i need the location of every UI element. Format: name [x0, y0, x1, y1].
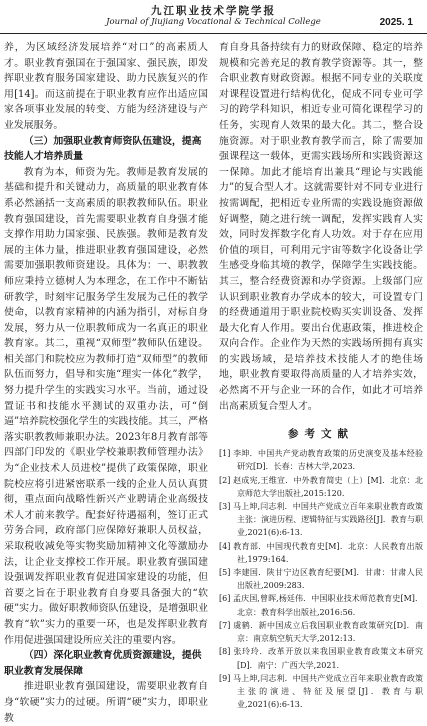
body-paragraph: 育自身具备持续有力的财政保障、稳定的培养规模和完善充足的教育教学资源等。其一，整合职业教育财政资源。根据不同专业的关联度对课程设置进行结构优化，促成不同专业可学习的跨学科知识，相近专业可简化课程学习的任务，实现育人效果的最大化。其二，整合设施资源。对于职业教育教学而言，除了需要加强课程这一载体，更需实践场所和实践资源这一保障。加此才能培育出兼具“理论与实践能力”的复合型人才。这就需要针对不同专业进行按需调配，把相近专业所需的实践设施资源做好调整，随之进行统一调配，发挥实践育人实效，同时发挥数字化育人功效。对于存在应用价值的项目，可利用元宇宙等数字化设备让学生感受身临其境的教学，保障学生实践技能。其三，整合经费资源和办学资源。上级部门应认识到职业教育办学成本的较大，可设置专门的经费通道用于职业院校购买实训设备、发挥最大化育人作用。要出台优惠政策，推进校企双向合作。企业作为天然的实践场所拥有真实的实践场域，是培养技术技能人才的绝佳场地，职业教育要取得高质量的人才培养实效，必然离不开与企业一环的合作，如此才可培养出高素质复合型人才。: [219, 42, 423, 412]
reference-item: [2] 赵成宪,王维宣．中外教育简史（上）[M]．北京：北京师范大学出版社,2015:120.: [219, 475, 423, 498]
references-title: 参考文献: [288, 428, 354, 441]
reference-item: [4] 教育部．中国现代教育史[M]．北京：人民教育出版社,1979:164.: [219, 541, 423, 564]
reference-item: [7] 虞鹤．新中国成立后我国职业教育政策研究[D]．南京：南京航空航天大学,2012:13.: [219, 620, 423, 644]
left-column: [4, 40, 208, 724]
journal-title-cn: 九江职业技术学院学报: [151, 5, 276, 17]
right-column: [219, 40, 423, 710]
reference-item: [5] 李建国．陕甘宁边区教育纪要[M]．甘肃：甘肃人民出版社,2009:283.: [219, 568, 423, 591]
body-paragraph: 养，为区域经济发展培养“对口”的高素质人才。职业教育强国在于强国家、强民族，即发挥职业教育服务国家建设、助力民族复兴的作用[14]。而这前提在于职业教育应作出适应国家各项事业发展的转变、方能为经济建设与产业发展服务。: [4, 42, 208, 131]
reference-item: [6] 孟庆国,曾晖,杨廷伟．中国职业技术师范教育史[M]．北京：教育科学出版社,2016:56.: [219, 594, 423, 617]
issue-number: 2025. 1: [379, 17, 413, 28]
reference-item: [1] 李坤．中国共产党动教育政策的历史演变及基本经验研究[D]．长春：吉林大学,2023.: [219, 449, 423, 472]
reference-item: [9] 马上坤,闫志利．中国共产党成立百年来职业教育政策主张的演进、特征及展望[J]．教育与职业,2021(6):6-13.: [219, 673, 423, 710]
journal-title-en: Journal of Jiujiang Vocational & Technical College: [106, 17, 321, 27]
section-heading: （三）加强职业教育师资队伍建设，提高技能人才培养质量: [4, 135, 202, 163]
body-paragraph: 推进职业教育强国建设，需要职业教育自身“软硬”实力的过硬。所谓“硬”实力，即职业教: [4, 681, 208, 724]
reference-item: [3] 马上坤,闫志利．中国共产党成立百年来职业教育政策主张：演进历程、逻辑特征与实践路径[J]．教育与职业,2021(6):6-13.: [219, 502, 423, 538]
reference-item: [8] 张玲玲．改革开放以来我国职业教育政策文本研究[D]．南宁：广西大学,2021.: [219, 647, 423, 670]
section-heading: （四）深化职业教育优质资源建设，提供职业教育发展保障: [4, 650, 202, 677]
body-paragraph: 教育为本，师资为先。教师是教育发展的基础和提升和关键动力，高质量的职业教育体系必然涵括一支高素质的职教教师队伍。职业教育强国建设，首先需要职业教育自身强才能支撑作用助力国家强、民族强。教师是教育发展的主体力量，推进职业教育强国建设，必然需要加强职教师资建设。具体为：一、职教教师应秉持立德树人为本理念，在工作中不断钻研教学，时刻牢记服务学生发展为己任的教学使命，以教育家精神的内涵为指引，对标自身发展，努力从一位职教师成为一名真正的职业教育家。其二，重视“双师型”教师队伍建设。相关部门和院校应为教师打造“双师型”的教师队伍而努力，倡导和实施“理实一体化”教学，努力提升学生的实践实习水平。当前，通过设置证书和技能水平测试的双重办法，可“倒逼”培养院校强化学生的实践技能。其三，严格落实职教教师兼职办法。2023年8月教育部等四部门印发的《职业学校兼职教师管理办法》为“企业技术人员进校”提供了政策保障，职业院校应将引进紧密联系一线的企业人员认真贯彻，重点面向战略性新兴产业聘请企业高级技术人才前来教学。配套好待遇福利，签订正式劳务合同，政府部门应保障好兼职人员权益，采取税收减免等实物奖励加精神文化等激励办法，让企业支撑校工作开展。职业教育强国建设强调发挥职业教育促进国家建设的功能，但首要之旨在于职业教育自身要具备强大的“软硬”实力。做好职教师资队伍建设，是增强职业教育“软”实力的重要一环，也是发挥职业教育作用促进强国建设所应关注的重要内容。: [4, 166, 208, 646]
header-rule: [0, 33, 427, 34]
right-column-body: [219, 40, 423, 414]
references-list: [219, 447, 423, 711]
journal-header: [0, 0, 427, 34]
